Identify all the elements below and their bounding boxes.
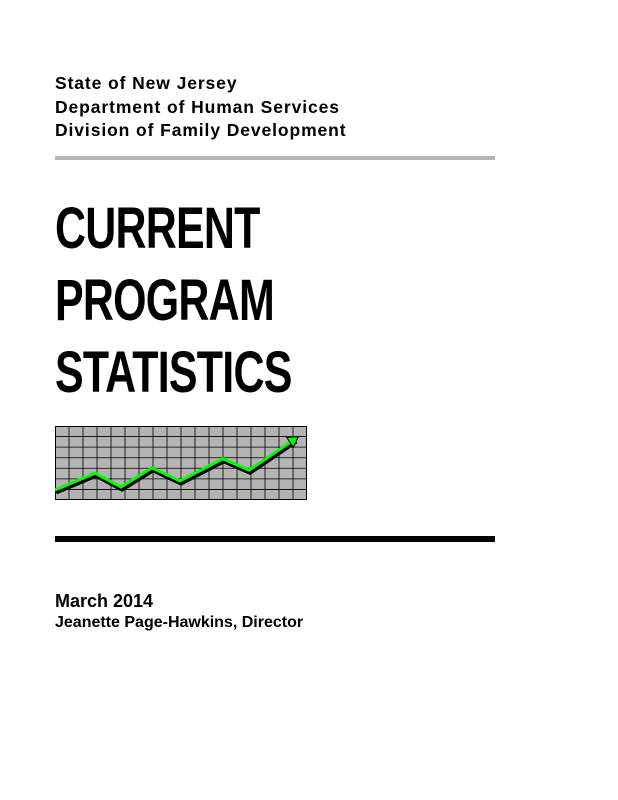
director-title: , Director <box>232 614 304 631</box>
black-divider <box>55 536 495 542</box>
state-name: State of New Jersey <box>55 73 238 93</box>
department-name: Department of Human Services <box>55 96 340 117</box>
rising-trend-chart-icon <box>55 426 307 500</box>
director-name: Jeanette Page-Hawkins <box>55 614 233 631</box>
report-footer <box>55 589 495 633</box>
gray-divider <box>55 156 495 160</box>
agency-header <box>55 72 495 143</box>
director-credit <box>55 613 495 633</box>
title-line-statistics: STATISTICS <box>55 340 292 405</box>
report-title <box>55 193 495 409</box>
division-name: Division of Family Development <box>55 120 347 140</box>
title-line-program: PROGRAM <box>55 268 274 333</box>
report-date: March 2014 <box>55 591 154 611</box>
title-line-current: CURRENT <box>55 196 260 261</box>
